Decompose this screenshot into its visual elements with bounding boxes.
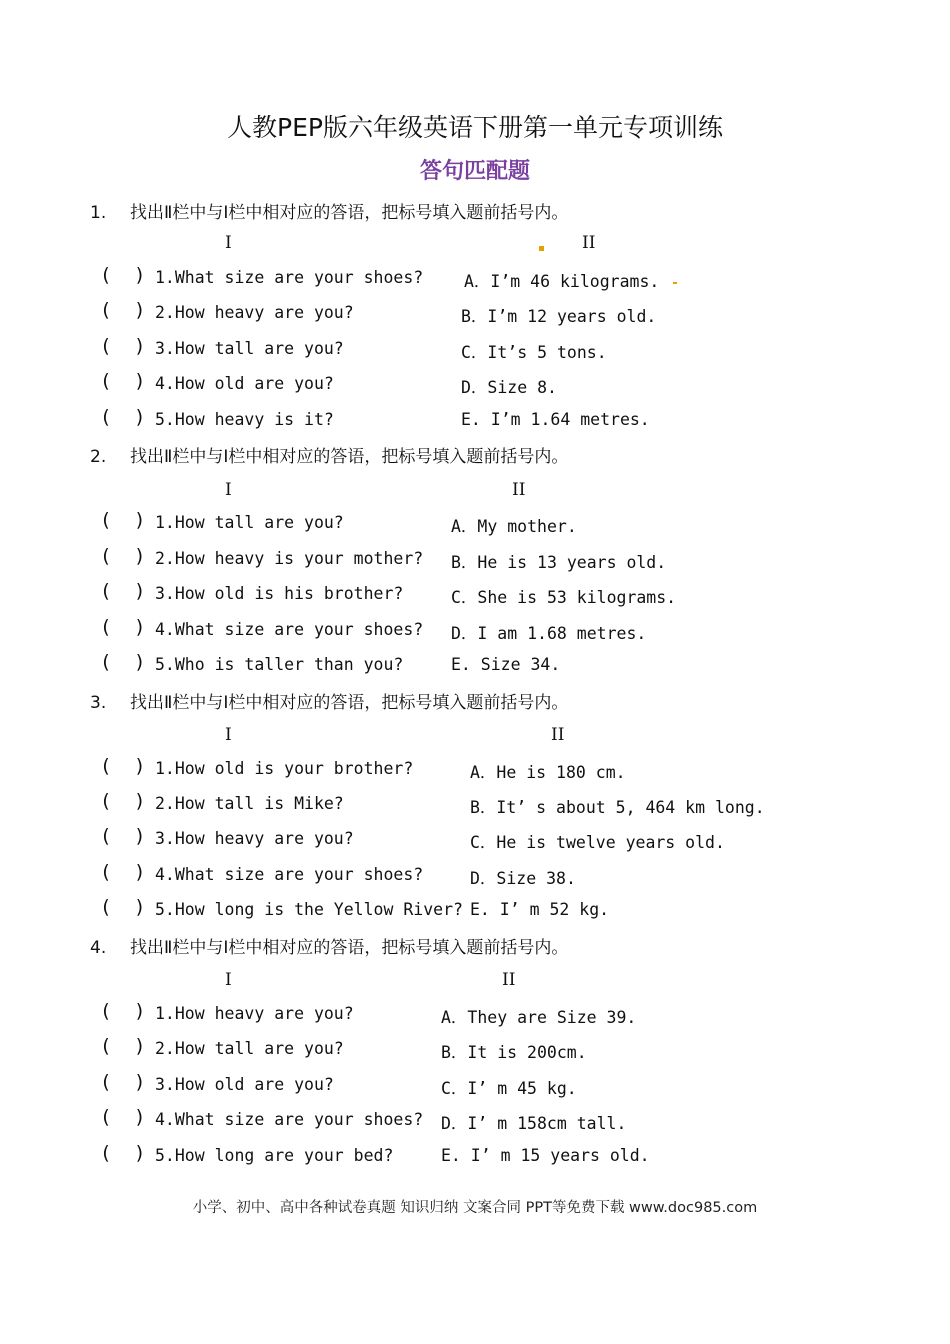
answer-option: D．Size 38. xyxy=(470,869,576,888)
answer-option: C．It’s 5 tons. xyxy=(461,343,607,362)
answer-paren-open: ( xyxy=(100,299,112,321)
question-text: 2.How heavy are you? xyxy=(155,303,354,322)
answer-paren-close: ) xyxy=(134,370,146,392)
answer-paren-open: ( xyxy=(100,1035,112,1057)
answer-option: E. Size 34. xyxy=(451,655,561,674)
answer-paren-open: ( xyxy=(100,406,112,428)
answer-option: C．He is twelve years old. xyxy=(470,833,725,852)
page-footer: 小学、初中、高中各种试卷真题 知识归纳 文案合同 PPT等免费下载 www.doc985.com xyxy=(192,1200,758,1216)
answer-option: A．My mother. xyxy=(451,517,577,536)
answer-option: D．I am 1.68 metres. xyxy=(451,624,647,643)
answer-paren-close: ) xyxy=(134,790,146,812)
column-i-header: I xyxy=(225,970,232,990)
question-text: 2.How heavy is your mother? xyxy=(155,549,424,568)
decorative-dot xyxy=(539,246,544,251)
section-number: 3. xyxy=(90,693,107,713)
answer-paren-open: ( xyxy=(100,509,112,531)
section-number: 4. xyxy=(90,938,107,958)
answer-paren-close: ) xyxy=(134,580,146,602)
answer-paren-close: ) xyxy=(134,1071,146,1093)
question-text: 5.How heavy is it? xyxy=(155,410,334,429)
instruction-text: 找出Ⅱ栏中与Ⅰ栏中相对应的答语，把标号填入题前括号内。 xyxy=(130,693,569,713)
question-text: 5.How long are your bed? xyxy=(155,1146,394,1165)
answer-paren-open: ( xyxy=(100,616,112,638)
answer-paren-open: ( xyxy=(100,545,112,567)
section-instruction xyxy=(90,198,568,223)
answer-option: C．She is 53 kilograms. xyxy=(451,588,677,607)
question-text: 4.What size are your shoes? xyxy=(155,1110,424,1129)
question-text: 1.How old is your brother? xyxy=(155,759,414,778)
answer-option: B．It is 200cm. xyxy=(441,1043,587,1062)
column-ii-header: II xyxy=(502,970,516,990)
question-text: 1.How tall are you? xyxy=(155,513,344,532)
answer-option: C．I’ m 45 kg. xyxy=(441,1079,577,1098)
answer-paren-open: ( xyxy=(100,755,112,777)
answer-paren-open: ( xyxy=(100,896,112,918)
answer-option: B．He is 13 years old. xyxy=(451,553,667,572)
column-i-header: I xyxy=(225,233,232,253)
answer-paren-close: ) xyxy=(134,264,146,286)
answer-paren-open: ( xyxy=(100,1000,112,1022)
answer-paren-open: ( xyxy=(100,1106,112,1128)
answer-option: E. I’ m 15 years old. xyxy=(441,1146,650,1165)
question-text: 4.How old are you? xyxy=(155,374,334,393)
decorative-dot xyxy=(673,282,677,284)
section-instruction xyxy=(90,933,568,958)
answer-paren-close: ) xyxy=(134,861,146,883)
question-text: 2.How tall are you? xyxy=(155,1039,344,1058)
instruction-text: 找出Ⅱ栏中与Ⅰ栏中相对应的答语，把标号填入题前括号内。 xyxy=(130,203,569,223)
page-subtitle: 答句匹配题 xyxy=(419,159,530,184)
question-text: 3.How heavy are you? xyxy=(155,829,354,848)
question-text: 1.How heavy are you? xyxy=(155,1004,354,1023)
section-instruction xyxy=(90,442,568,467)
question-text: 2.How tall is Mike? xyxy=(155,794,344,813)
answer-option: E. I’ m 52 kg. xyxy=(470,900,610,919)
answer-paren-open: ( xyxy=(100,790,112,812)
answer-paren-open: ( xyxy=(100,580,112,602)
answer-paren-close: ) xyxy=(134,1035,146,1057)
answer-paren-close: ) xyxy=(134,616,146,638)
column-ii-header: II xyxy=(582,233,596,253)
answer-option: D．Size 8. xyxy=(461,378,557,397)
answer-option: A．They are Size 39. xyxy=(441,1008,637,1027)
answer-paren-close: ) xyxy=(134,509,146,531)
instruction-text: 找出Ⅱ栏中与Ⅰ栏中相对应的答语，把标号填入题前括号内。 xyxy=(130,938,569,958)
answer-option: D．I’ m 158cm tall. xyxy=(441,1114,627,1133)
question-text: 3.How old is his brother? xyxy=(155,584,404,603)
instruction-text: 找出Ⅱ栏中与Ⅰ栏中相对应的答语，把标号填入题前括号内。 xyxy=(130,447,569,467)
column-i-header: I xyxy=(225,725,232,745)
answer-paren-close: ) xyxy=(134,335,146,357)
answer-option: A．I’m 46 kilograms. xyxy=(464,272,660,291)
column-ii-header: II xyxy=(512,480,526,500)
question-text: 4.What size are your shoes? xyxy=(155,620,424,639)
answer-paren-open: ( xyxy=(100,370,112,392)
answer-paren-open: ( xyxy=(100,1142,112,1164)
answer-paren-close: ) xyxy=(134,825,146,847)
page-title: 人教PEP版六年级英语下册第一单元专项训练 xyxy=(227,113,723,142)
answer-paren-close: ) xyxy=(134,651,146,673)
question-text: 1.What size are your shoes? xyxy=(155,268,424,287)
answer-paren-open: ( xyxy=(100,335,112,357)
answer-option: E. I’m 1.64 metres. xyxy=(461,410,650,429)
question-text: 3.How old are you? xyxy=(155,1075,334,1094)
answer-paren-close: ) xyxy=(134,545,146,567)
column-i-header: I xyxy=(225,480,232,500)
answer-paren-close: ) xyxy=(134,299,146,321)
answer-option: B．It’ s about 5, 464 km long. xyxy=(470,798,765,817)
question-text: 4.What size are your shoes? xyxy=(155,865,424,884)
question-text: 5.Who is taller than you? xyxy=(155,655,404,674)
answer-paren-open: ( xyxy=(100,861,112,883)
answer-paren-close: ) xyxy=(134,755,146,777)
section-number: 2. xyxy=(90,447,107,467)
question-text: 5.How long is the Yellow River? xyxy=(155,900,463,919)
column-ii-header: II xyxy=(551,725,565,745)
section-instruction xyxy=(90,688,568,713)
answer-paren-close: ) xyxy=(134,1000,146,1022)
question-text: 3.How tall are you? xyxy=(155,339,344,358)
answer-paren-close: ) xyxy=(134,406,146,428)
answer-paren-open: ( xyxy=(100,264,112,286)
section-number: 1. xyxy=(90,203,107,223)
answer-paren-close: ) xyxy=(134,896,146,918)
answer-paren-close: ) xyxy=(134,1106,146,1128)
answer-paren-close: ) xyxy=(134,1142,146,1164)
answer-paren-open: ( xyxy=(100,825,112,847)
answer-option: B．I’m 12 years old. xyxy=(461,307,657,326)
answer-paren-open: ( xyxy=(100,651,112,673)
answer-paren-open: ( xyxy=(100,1071,112,1093)
answer-option: A．He is 180 cm. xyxy=(470,763,626,782)
